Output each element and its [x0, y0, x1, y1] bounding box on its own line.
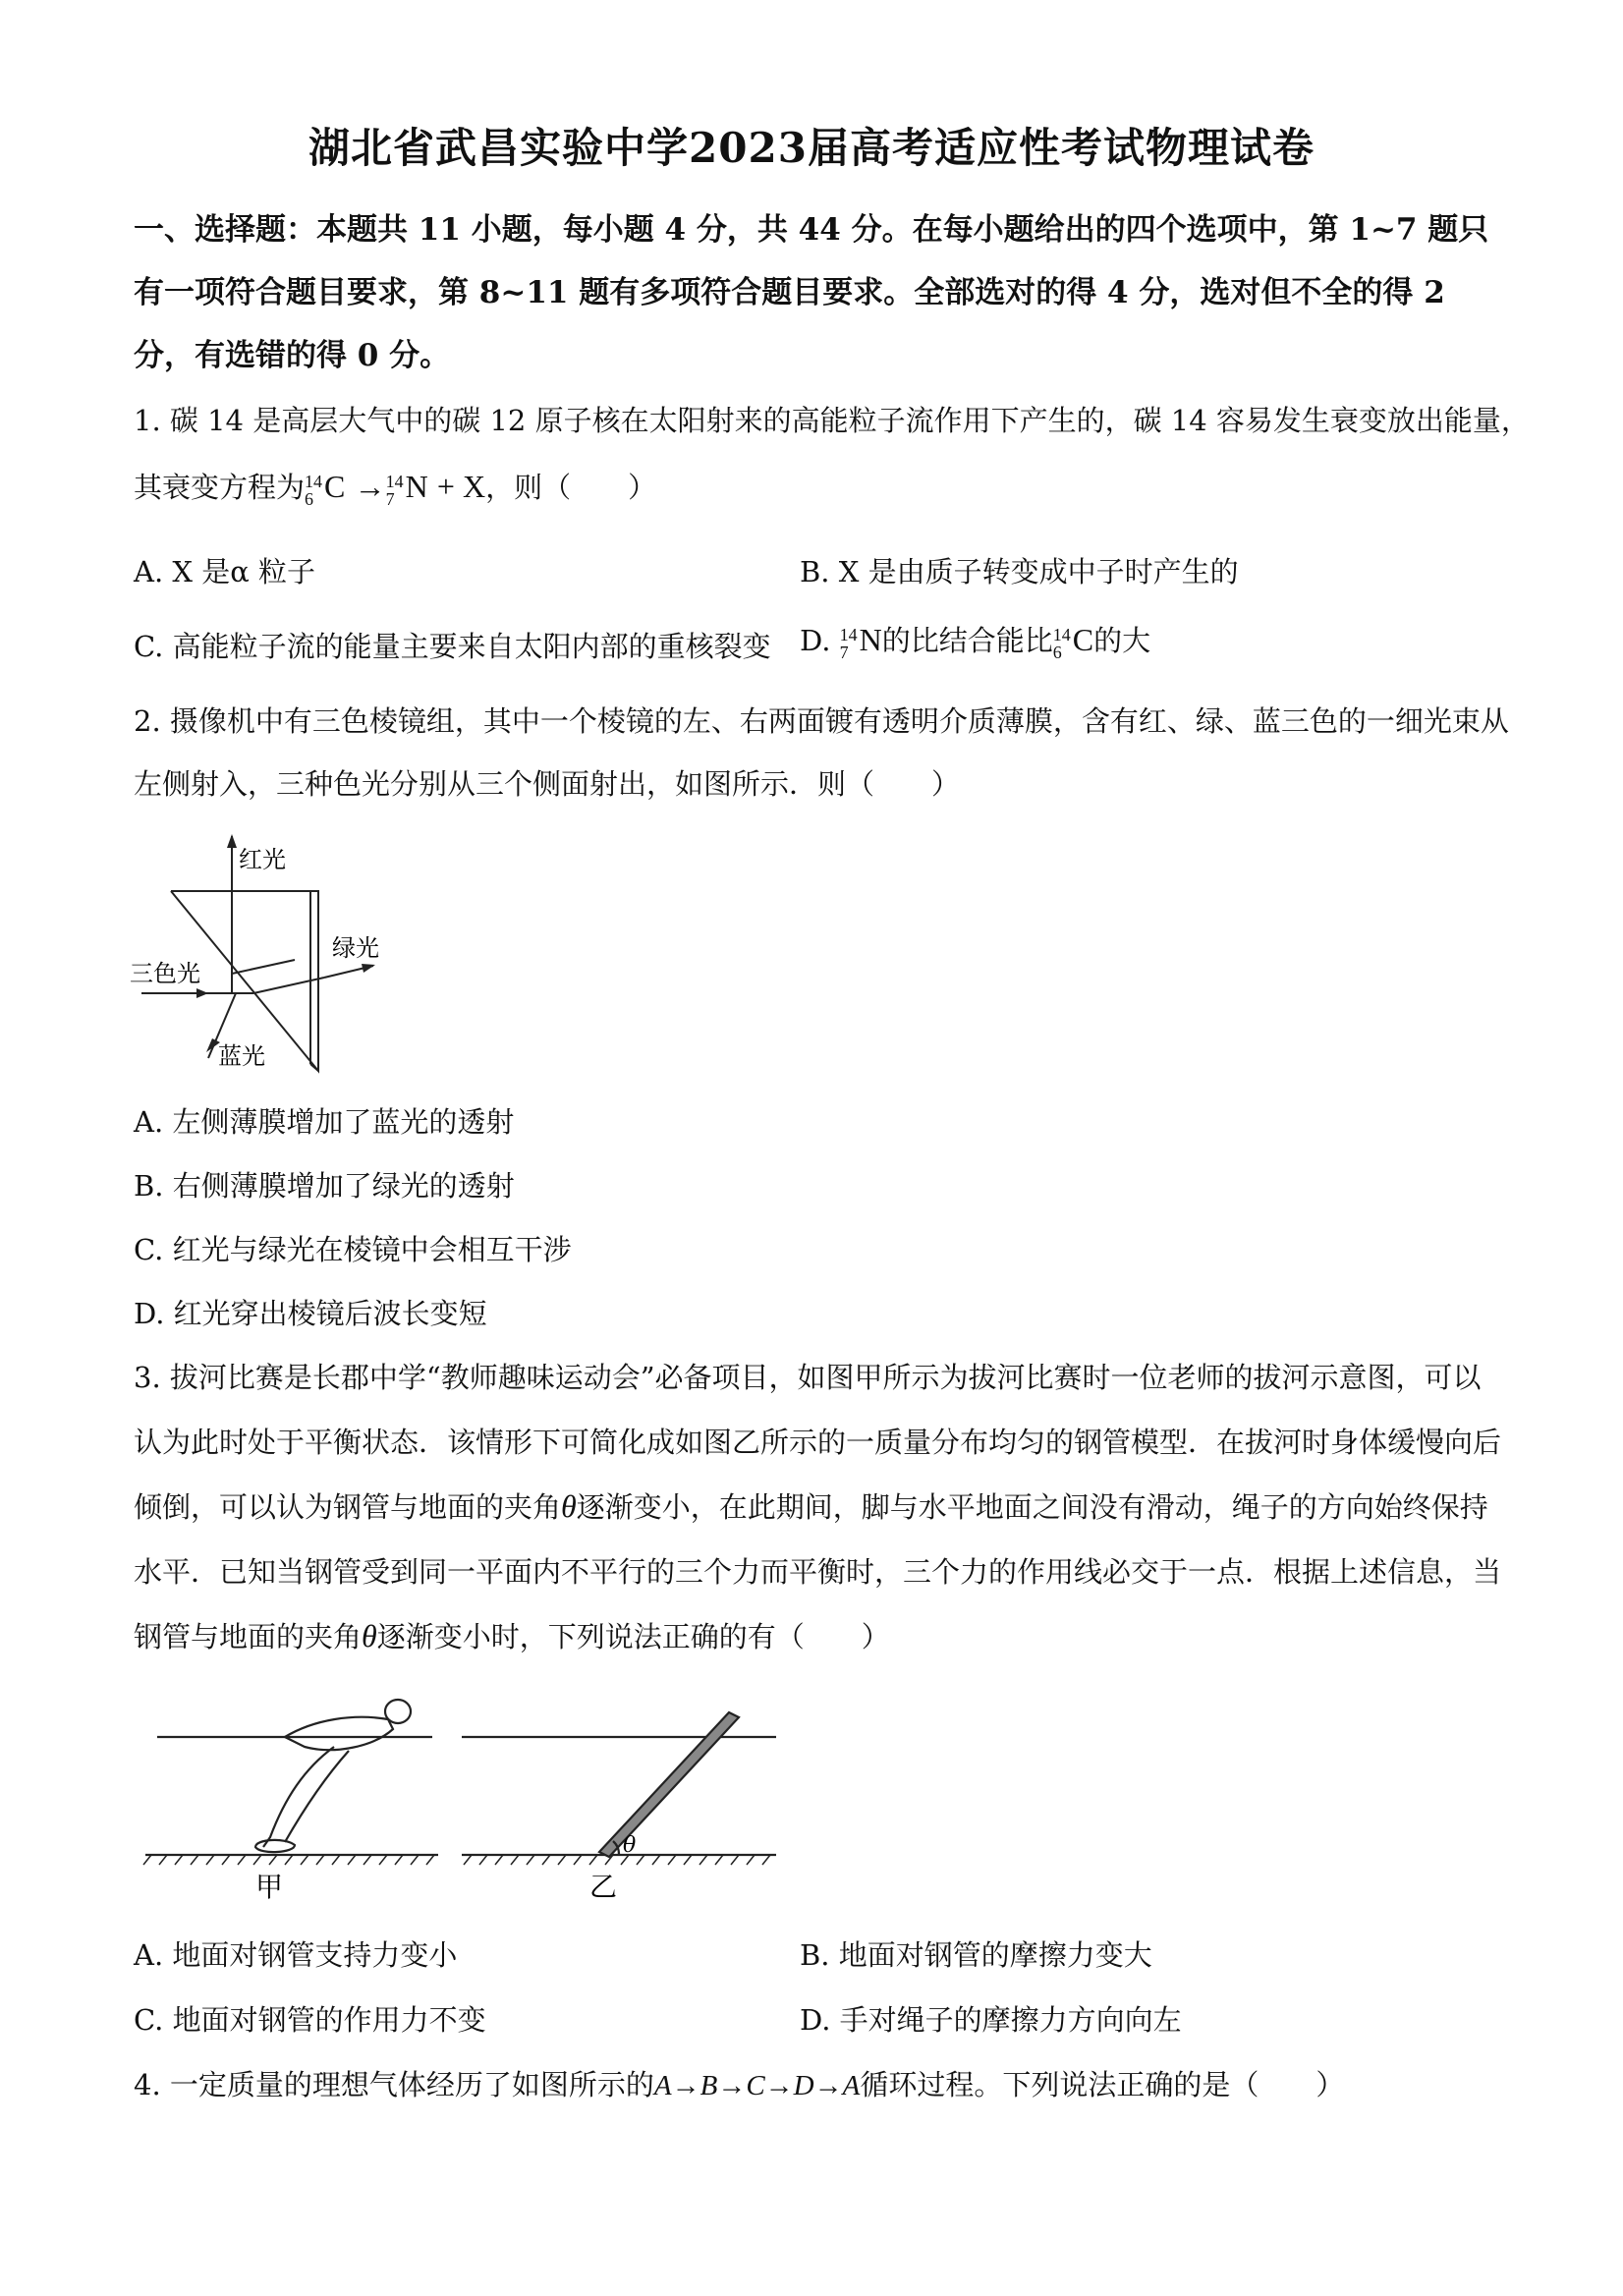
label-green: 绿光 — [332, 934, 379, 962]
q3-option-d[interactable]: D. 手对绳子的摩擦力方向向左 — [800, 2003, 1182, 2037]
person-torso — [285, 1717, 393, 1750]
person-foot — [255, 1840, 295, 1852]
q2-option-a[interactable]: A. 左侧薄膜增加了蓝光的透射 — [134, 1105, 515, 1139]
section-instruction-line-1: 一、选择题：本题共 11 小题，每小题 4 分，共 44 分。在每小题给出的四个选项中，第 1~7 题只 — [134, 212, 1489, 248]
label-tricolor: 三色光 — [130, 960, 200, 987]
q3-option-a[interactable]: A. 地面对钢管支持力变小 — [134, 1938, 458, 1972]
person-legs — [263, 1747, 349, 1847]
q3-stem-line-1: 3. 拔河比赛是长郡中学“教师趣味运动会”必备项目，如图甲所示为拔河比赛时一位老师的拔河示意图，可以 — [134, 1361, 1482, 1394]
theta-label: θ — [623, 1833, 637, 1858]
q1-option-c[interactable]: C. 高能粒子流的能量主要来自太阳内部的重核裂变 — [134, 630, 771, 663]
q4-cycle: A→B→C→D→A — [653, 2070, 861, 2101]
q1-eq-plus-x: + X — [436, 469, 486, 504]
section-instruction-line-2: 有一项符合题目要求，第 8~11 题有多项符合题目要求。全部选对的得 4 分，选对但不全的得 2 — [134, 275, 1445, 310]
prism-figure — [128, 830, 403, 1076]
label-blue: 蓝光 — [218, 1042, 265, 1070]
q3-option-b[interactable]: B. 地面对钢管的摩擦力变大 — [800, 1938, 1152, 1972]
q3-stem-line-4: 水平．已知当钢管受到同一平面内不平行的三个力而平衡时，三个力的作用线必交于一点．根据上述信息，当 — [134, 1555, 1502, 1589]
q1-option-d[interactable]: D. 14 7 N的比结合能比 14 6 C的大 — [800, 622, 1151, 663]
label-yi: 乙 — [589, 1871, 618, 1903]
section-instruction-line-3: 分，有选错的得 0 分。 — [134, 338, 451, 373]
q2-stem-line-1: 2. 摄像机中有三色棱镜组，其中一个棱镜的左、右两面镀有透明介质薄膜，含有红、绿、蓝三色的一细光束从 — [134, 704, 1509, 738]
q2-option-d[interactable]: D. 红光穿出棱镜后波长变短 — [134, 1297, 487, 1330]
label-red: 红光 — [239, 846, 286, 873]
tug-of-war-figure — [138, 1690, 786, 1906]
q4-stem: 4. 一定质量的理想气体经历了如图所示的A→B→C→D→A循环过程。下列说法正确的是（ ） — [134, 2068, 1345, 2101]
q1-eq-arrow: → — [354, 469, 386, 504]
label-jia: 甲 — [255, 1871, 284, 1903]
steel-pipe — [599, 1712, 739, 1857]
q2-stem-line-2: 左侧射入，三种色光分别从三个侧面射出，如图所示．则（ ） — [134, 767, 961, 801]
theta-symbol: θ — [561, 1488, 577, 1524]
q3-stem-line-2: 认为此时处于平衡状态．该情形下可简化成如图乙所示的一质量分布均匀的钢管模型．在拔河时身体缓慢向后 — [134, 1426, 1502, 1459]
q1-stem-line-1: 1. 碳 14 是高层大气中的碳 12 原子核在太阳射来的高能粒子流作用下产生的，碳 14 容易发生衰变放出能量， — [134, 404, 1530, 437]
q1-optd-carbon: 14 6 C — [1052, 622, 1094, 663]
q1-eq-carbon: 14 6 C — [305, 469, 346, 510]
q1-eq-nitrogen: 14 7 N — [385, 469, 428, 510]
q1-option-a[interactable]: A. X 是α 粒子 — [134, 555, 316, 588]
theta-symbol: θ — [362, 1618, 377, 1653]
q1-optd-nitrogen: 14 7 N — [839, 622, 882, 663]
page-title: 湖北省武昌实验中学2023届高考适应性考试物理试卷 — [308, 124, 1315, 172]
q1-eq-prefix: 其衰变方程为 — [134, 471, 306, 504]
q1-stem-line-2 — [134, 466, 656, 508]
q3-stem-line-3: 倾倒，可以认为钢管与地面的夹角θ逐渐变小，在此期间，脚与水平地面之间没有滑动，绳子的方向始终保持 — [134, 1488, 1488, 1524]
q3-option-c[interactable]: C. 地面对钢管的作用力不变 — [134, 2003, 486, 2037]
q2-option-c[interactable]: C. 红光与绿光在棱镜中会相互干涉 — [134, 1233, 572, 1266]
q1-eq-suffix: ，则（ ） — [485, 471, 657, 504]
q3-stem-line-5: 钢管与地面的夹角θ逐渐变小时，下列说法正确的有（ ） — [134, 1618, 890, 1653]
q1-option-b[interactable]: B. X 是由质子转变成中子时产生的 — [800, 555, 1239, 588]
q2-option-b[interactable]: B. 右侧薄膜增加了绿光的透射 — [134, 1169, 515, 1203]
green-light-ray — [253, 978, 324, 993]
